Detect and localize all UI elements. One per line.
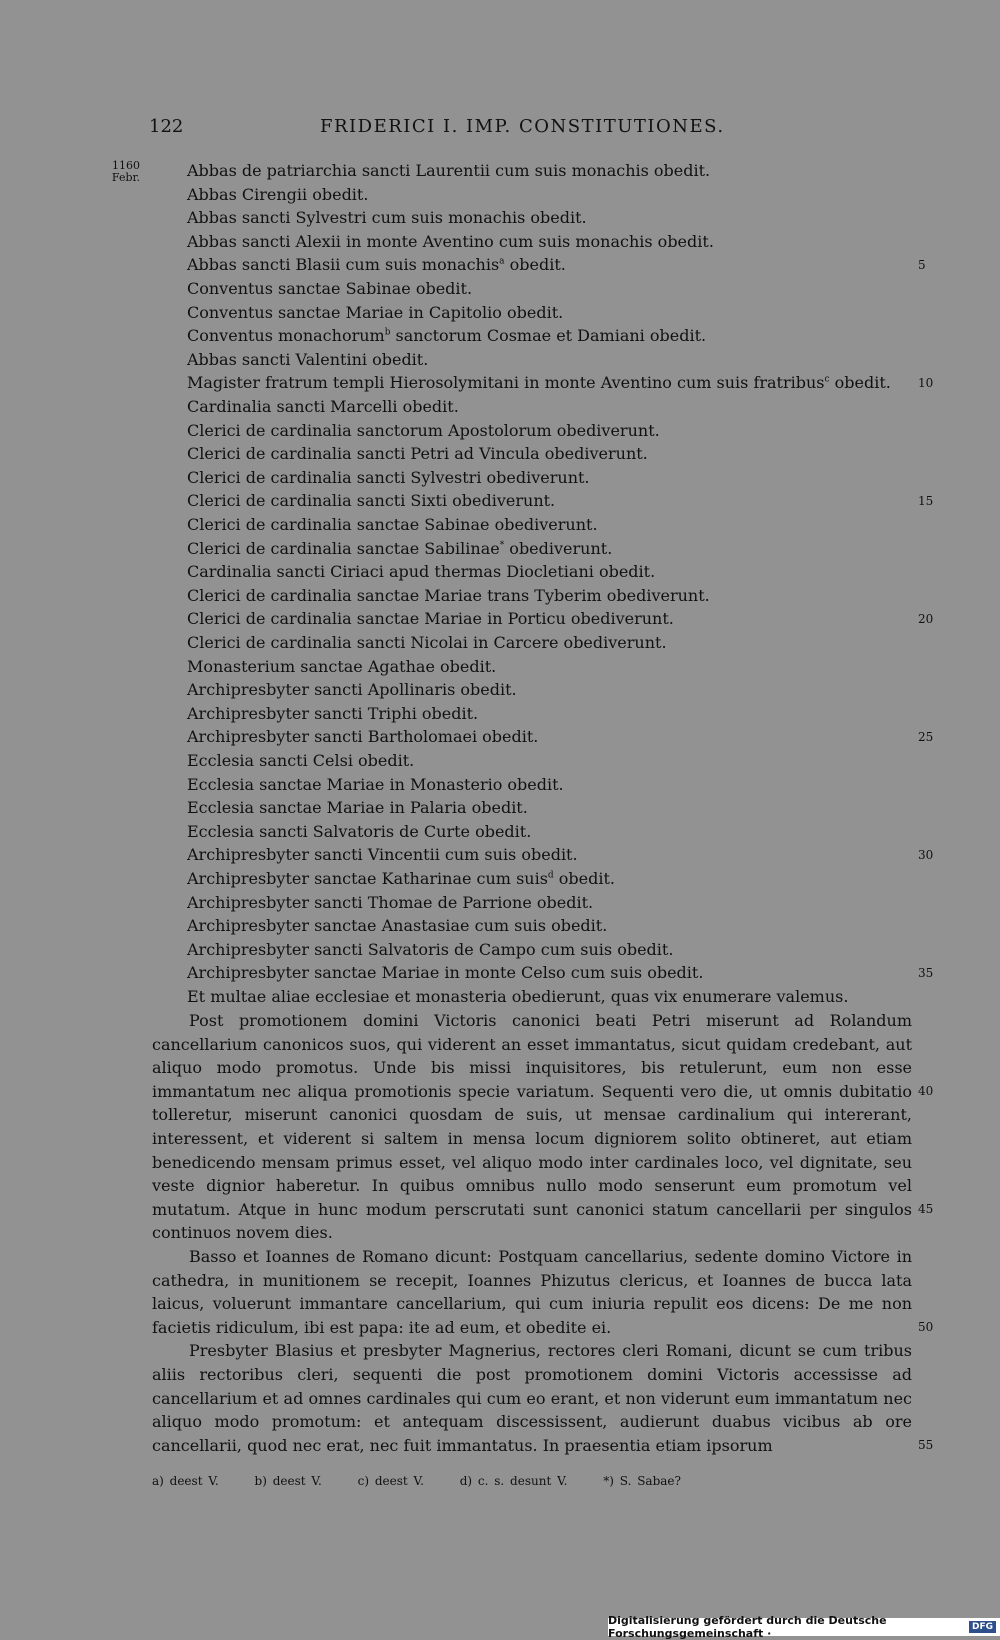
list-line [187, 914, 912, 938]
list-line [187, 631, 912, 655]
list-line-text: Clerici de cardinalia sancti Sixti obediverunt. [187, 491, 556, 511]
list-line [187, 985, 912, 1009]
list-line [187, 796, 912, 820]
margin-year: 1160 [112, 159, 140, 172]
list-line-text: Conventus monachorum [187, 326, 385, 346]
list-line [187, 961, 912, 985]
list-line [187, 655, 912, 679]
list-line [187, 489, 912, 513]
page-number: 122 [149, 116, 184, 137]
list-line-text: Abbas sancti Sylvestri cum suis monachis obedit. [187, 208, 587, 228]
footnote: d) c. s. desunt V. [459, 1474, 568, 1488]
paragraph: Post promotionem domini Victoris canonici beati Petri miserunt ad Rolandum cancellarium canonicos suos, qui viderent an esset immantatus, sicut quidam credebant, aut aliquo modo promotus. Unde bis missi inquisitores, bis retulerunt, eum non esse immantatum nec aliqua promotionis specie variatum. Sequenti vero die, ut omnis dubitatio tolleretur, miserunt canonici quosdam de suis, ut mensae cardinalium qui intererant, interessent, et viderent si saltem in mensa locum digniorem solito obtineret, aut etiam benedicendo mensam primus esset, vel aliquo modo inter cardinales loco, vel dignitate, seu veste dignior haberetur. In quibus omnibus nullo modo senserunt eum promotum vel mutatum. Atque in hunc modum perscrutati sunt canonici statum cancellarii per singulos continuos novem dies. [152, 1011, 912, 1243]
list-line [187, 725, 912, 749]
list-line [187, 324, 912, 348]
list-line [187, 183, 912, 207]
list-line [187, 206, 912, 230]
list-line-text: Ecclesia sancti Salvatoris de Curte obedit. [187, 821, 532, 841]
list-line-text: Archipresbyter sanctae Mariae in monte Celso cum suis obedit. [187, 963, 704, 983]
list-line [187, 253, 912, 277]
paragraph: Basso et Ioannes de Romano dicunt: Postquam cancellarius, sedente domino Victore in cathedra, in munitionem se recepit, Ioannes Phizutus clericus, et Ioannes de bucca lata laicus, voluerunt immantare cancellarium, qui cum iniuria repulit eos dicens: De me non facietis ridiculum, ibi est papa: ite ad eum, et obedite ei. [152, 1246, 912, 1337]
banner-text: Digitalisierung gefördert durch die Deutsche Forschungsgemeinschaft · [608, 1614, 887, 1640]
list-line [187, 159, 912, 183]
list-line-text: Abbas de patriarchia sancti Laurentii cum suis monachis obedit. [187, 161, 711, 180]
line-number: 20 [918, 612, 934, 627]
line-number: 45 [918, 1202, 934, 1217]
list-line [187, 678, 912, 702]
list-line-text: Conventus sanctae Sabinae obedit. [187, 279, 473, 298]
list-line-text: Clerici de cardinalia sanctae Sabinae obediverunt. [187, 515, 598, 534]
list-line [187, 277, 912, 301]
list-line-text: Abbas sancti Alexii in monte Aventino cum suis monachis obedit. [187, 231, 714, 251]
list-line-text: Clerici de cardinalia sancti Sylvestri obediverunt. [187, 467, 590, 487]
list-line [187, 348, 912, 372]
footnotes [152, 1474, 711, 1488]
list-line-text: Abbas Cirengii obedit. [187, 184, 369, 204]
funding-banner [608, 1614, 1000, 1640]
footnote: a) deest V. [152, 1474, 219, 1488]
list-line [187, 702, 912, 726]
list-line-text: Conventus sanctae Mariae in Capitolio obedit. [187, 302, 564, 322]
list-line-text: Abbas sancti Blasii cum suis monachis [187, 255, 500, 275]
page-header [0, 116, 1000, 146]
line-number: 25 [918, 730, 934, 745]
list-line-text: Ecclesia sancti Celsi obedit. [187, 751, 415, 770]
body-text [152, 1009, 912, 1457]
footnote: c) deest V. [357, 1474, 424, 1488]
list-line [187, 537, 912, 561]
list-line-text: Clerici de cardinalia sancti Nicolai in Carcere obediverunt. [187, 633, 667, 652]
list-line-text: Archipresbyter sancti Bartholomaei obedit. [187, 727, 539, 747]
list-line-text: Archipresbyter sancti Triphi obedit. [187, 703, 479, 723]
line-number: 35 [918, 966, 934, 981]
list-line [187, 843, 912, 867]
list-line [187, 749, 912, 773]
paragraph: Presbyter Blasius et presbyter Magnerius, rectores cleri Romani, dicunt se cum tribus aliis rectoribus cleri, sequenti die post promotionem domini Victoris accessisse ad cancellarium et ad omnes cardinales qui cum eo erant, et non viderunt eum immantatum nec aliquo modo promotum: et antequam discessissent, audierunt duabus vicibus ab ore cancellarii, quod nec erat, nec fuit immantatus. In praesentia etiam ipsorum [152, 1341, 912, 1455]
list-line-text: Cardinalia sancti Marcelli obedit. [187, 397, 459, 416]
line-number: 5 [918, 258, 926, 273]
line-number: 30 [918, 848, 934, 863]
footnote: *) S. Sabae? [603, 1474, 681, 1488]
list-line [187, 466, 912, 490]
list-line-text: Archipresbyter sancti Thomae de Parrione obedit. [187, 892, 594, 912]
line-number: 50 [918, 1320, 934, 1335]
list-line [187, 607, 912, 631]
list-line-text: Ecclesia sanctae Mariae in Monasterio obedit. [187, 774, 564, 794]
margin-date [106, 160, 146, 184]
list-line-text: sanctorum Cosmae et Damiani obedit. [390, 326, 707, 346]
footnote-marker: a [499, 257, 505, 268]
list-line-text: obedit. [553, 869, 615, 888]
list-line [187, 867, 912, 891]
list-line [187, 820, 912, 844]
list-line-text: Cardinalia sancti Ciriaci apud thermas Diocletiani obedit. [187, 562, 656, 582]
list-line-text: Archipresbyter sancti Apollinaris obedit. [187, 680, 517, 700]
list-line [187, 560, 912, 584]
footnote-marker: c [824, 375, 830, 386]
list-line-text: Clerici de cardinalia sancti Petri ad Vincula obediverunt. [187, 444, 648, 464]
list-line-text: Archipresbyter sanctae Katharinae cum suis [187, 869, 548, 888]
list-line-text: obediverunt. [504, 538, 613, 558]
footnote: b) deest V. [254, 1474, 322, 1488]
list-line-text: Archipresbyter sanctae Anastasiae cum suis obedit. [187, 916, 608, 936]
line-number: 55 [918, 1438, 934, 1453]
list-line-text: Et multae aliae ecclesiae et monasteria obedierunt, quas vix enumerare valemus. [187, 987, 849, 1006]
list-line [187, 395, 912, 419]
list-line [187, 442, 912, 466]
list-line [187, 230, 912, 254]
list-line-text: Archipresbyter sancti Salvatoris de Campo cum suis obedit. [187, 939, 674, 959]
list-line [187, 419, 912, 443]
list-line [187, 513, 912, 537]
list-line [187, 938, 912, 962]
running-title: FRIDERICI I. IMP. CONSTITUTIONES. [320, 116, 725, 137]
list-line-text: Monasterium sanctae Agathae obedit. [187, 656, 497, 676]
list-line-text: Magister fratrum templi Hierosolymitani in monte Aventino cum suis fratribus [187, 373, 825, 393]
dfg-logo: DFG [969, 1621, 996, 1633]
list-line [187, 773, 912, 797]
list-line-text: obedit. [829, 373, 891, 393]
margin-month: Febr. [111, 171, 141, 184]
list-line-text: Clerici de cardinalia sanctorum Apostolorum obediverunt. [187, 420, 660, 440]
list-line-text: Archipresbyter sancti Vincentii cum suis obedit. [187, 845, 578, 865]
list-line-text: obedit. [504, 255, 566, 275]
footnote-marker: d [547, 870, 554, 881]
list-line-text: Abbas sancti Valentini obedit. [187, 349, 429, 369]
footnote-marker: * [499, 540, 505, 551]
line-number: 15 [918, 494, 934, 509]
line-number: 10 [918, 376, 934, 391]
line-number: 40 [918, 1084, 934, 1099]
list-line [187, 584, 912, 608]
footnote-marker: b [384, 327, 391, 338]
list-line-text: Clerici de cardinalia sanctae Mariae in Porticu obediverunt. [187, 609, 674, 629]
list-line-text: Ecclesia sanctae Mariae in Palaria obedit. [187, 798, 528, 818]
list-line-text: Clerici de cardinalia sanctae Sabilinae [187, 538, 500, 558]
list-line [187, 891, 912, 915]
list-line [187, 371, 912, 395]
list-line-text: Clerici de cardinalia sanctae Mariae trans Tyberim obediverunt. [187, 585, 710, 605]
list-line [187, 301, 912, 325]
